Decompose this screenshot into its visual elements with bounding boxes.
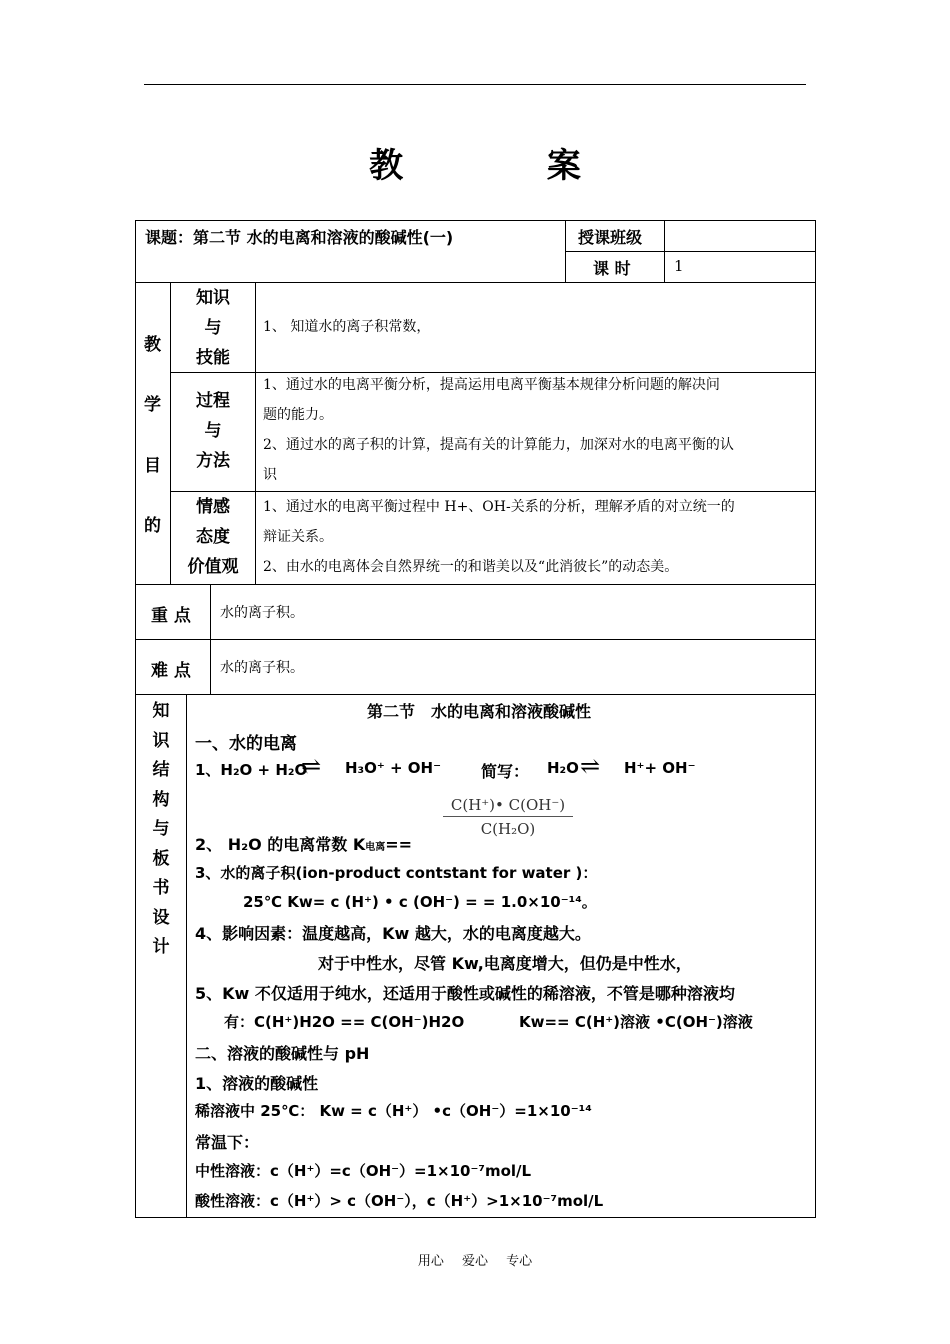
dilute-solution-kw: 稀溶液中 25℃： Kw = c（H⁺） •c（OH⁻）=1×10⁻¹⁴ — [195, 1102, 592, 1120]
room-temperature-label: 常温下： — [195, 1133, 260, 1152]
difficulty-text: 水的离子积。 — [220, 660, 304, 676]
topic-label: 课题：第二节 水的电离和溶液的酸碱性(一) — [145, 228, 454, 247]
equation-1-right: H₃O⁺ + OH⁻ — [345, 759, 442, 777]
objective-text-knowledge: 1、 知道水的离子积常数， — [263, 319, 431, 335]
hours-value: 1 — [674, 257, 684, 275]
hours-label: 课 时 — [593, 259, 631, 278]
kw-applicability: 5、Kw 不仅适用于纯水，还适用于酸性或碱性的稀溶液，不管是哪种溶液均 — [195, 984, 735, 1003]
board-side-label: 知 识 结 构 与 板 书 设 计 — [152, 701, 170, 957]
influence-factors: 4、影响因素：温度越高，Kw 越大，水的电离度越大。 — [195, 924, 591, 943]
section-ionization: 一、水的电离 — [195, 734, 297, 754]
kw-value: 25℃ Kw= c (H⁺) • c (OH⁻) = = 1.0×10⁻¹⁴。 — [243, 893, 597, 911]
objective-text-process: 1、通过水的电离平衡分析，提高运用电离平衡基本规律分析问题的解决问 题的能力。 2、通过水的离子积的计算，提高有关的计算能力，加深对水的电离平衡的认 识 — [263, 377, 734, 483]
key-point-text: 水的离子积。 — [220, 605, 304, 621]
shorthand-label: 简写： — [481, 762, 530, 781]
objective-label-process: 过程 与 方法 — [196, 391, 230, 471]
objective-label-attitude: 情感 态度 价值观 — [187, 497, 239, 577]
ion-product-heading: 3、水的离子积(ion-product contstant for water )： — [195, 864, 598, 882]
neutral-solution: 中性溶液：c（H⁺）=c（OH⁻）=1×10⁻⁷mol/L — [195, 1162, 532, 1180]
shorthand-right: H⁺+ OH⁻ — [624, 759, 696, 777]
section-acidity: 二、溶液的酸碱性与 pH — [195, 1044, 370, 1063]
concentration-equality: 有：C(H⁺)H2O == C(OH⁻)H2O — [224, 1013, 465, 1031]
ionization-constant-fraction: $\frac{C(H^+)• C(OH^-)}{\text{C(H₂O)}}$ — [443, 796, 573, 838]
equation-1-left: 1、H₂O + H₂O — [195, 761, 308, 779]
ionization-constant-label: 2、 H₂O 的电离常数 K电离== — [195, 835, 413, 854]
objective-label-knowledge: 知识 与 技能 — [196, 288, 230, 368]
acidity-subheading: 1、溶液的酸碱性 — [195, 1074, 319, 1093]
key-point-label: 重 点 — [151, 606, 191, 626]
class-label: 授课班级 — [578, 228, 643, 247]
header-rule — [144, 84, 806, 85]
page-title: 教 案 — [369, 146, 647, 186]
page-footer: 用心 爱心 专心 — [417, 1254, 533, 1269]
acidic-solution: 酸性溶液：c（H⁺）> c（OH⁻），c（H⁺）>1×10⁻⁷mol/L — [195, 1192, 604, 1210]
difficulty-label: 难 点 — [151, 661, 191, 681]
shorthand-left: H₂O — [547, 759, 579, 777]
equilibrium-arrow-icon-2: ⇌ — [580, 752, 601, 780]
neutral-water-note: 对于中性水，尽管 Kw,电离度增大，但仍是中性水， — [318, 954, 692, 973]
board-heading: 第二节 水的电离和溶液酸碱性 — [367, 702, 592, 721]
equilibrium-arrow-icon: ⇌ — [301, 752, 322, 780]
kw-solution-equation: Kw== C(H⁺)溶液 •C(OH⁻)溶液 — [519, 1013, 753, 1031]
objective-text-attitude: 1、通过水的电离平衡过程中 H+、OH-关系的分析，理解矛盾的对立统一的 辩证关系。 2、由水的电离体会自然界统一的和谐美以及“此消彼长”的动态美。 — [263, 499, 735, 575]
